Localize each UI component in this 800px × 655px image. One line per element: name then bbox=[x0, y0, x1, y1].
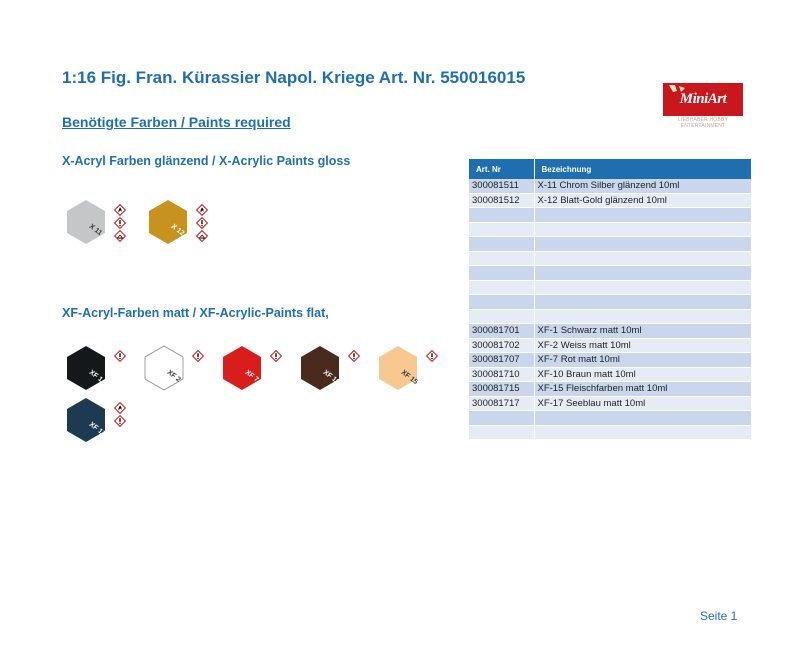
paint-swatch bbox=[218, 344, 284, 392]
paint-pot-icon bbox=[218, 344, 266, 392]
paint-code-label: XF 17 bbox=[87, 421, 107, 439]
bezeichnung-cell bbox=[534, 208, 751, 223]
flame-hazard-icon bbox=[114, 402, 126, 414]
paint-code-label: X 12 bbox=[169, 223, 186, 238]
exclamation-hazard-icon bbox=[348, 350, 360, 362]
bezeichnung-cell bbox=[534, 411, 751, 426]
art-nr-cell bbox=[469, 222, 534, 237]
paint-pot-icon bbox=[62, 344, 110, 392]
flame-hazard-icon bbox=[196, 204, 208, 216]
table-row bbox=[469, 237, 751, 252]
paint-pot-icon bbox=[62, 198, 110, 246]
exclamation-hazard-icon bbox=[270, 350, 282, 362]
exclamation-hazard-icon bbox=[426, 350, 438, 362]
table-row bbox=[469, 396, 751, 411]
page-number: Seite 1 bbox=[700, 609, 738, 623]
paint-swatch bbox=[374, 344, 440, 392]
exclamation-hazard-icon bbox=[192, 350, 204, 362]
bezeichnung-cell: XF-15 Fleischfarben matt 10ml bbox=[534, 382, 751, 397]
art-nr-cell: 300081715 bbox=[469, 382, 534, 397]
art-nr-cell: 300081511 bbox=[469, 179, 534, 193]
table-row bbox=[469, 324, 751, 339]
logo-badge bbox=[663, 83, 743, 116]
paint-swatch bbox=[62, 198, 128, 246]
art-nr-cell bbox=[469, 208, 534, 223]
exclamation-hazard-icon bbox=[114, 217, 126, 229]
paint-code-label: XF 7 bbox=[243, 369, 260, 384]
paint-swatch bbox=[140, 344, 206, 392]
table-row bbox=[469, 208, 751, 223]
bezeichnung-cell: XF-2 Weiss matt 10ml bbox=[534, 338, 751, 353]
art-nr-cell bbox=[469, 280, 534, 295]
exclamation-hazard-icon bbox=[196, 217, 208, 229]
flat-section-title: XF-Acryl-Farben matt / XF-Acrylic-Paints flat, bbox=[62, 306, 329, 320]
gloss-section-title: X-Acryl Farben glänzend / X-Acrylic Paints gloss bbox=[62, 154, 351, 168]
art-nr-cell bbox=[469, 237, 534, 252]
miniart-logo bbox=[660, 83, 744, 129]
paint-swatch bbox=[144, 198, 210, 246]
exclamation-hazard-icon bbox=[114, 350, 126, 362]
paint-code-label: XF 15 bbox=[399, 369, 419, 387]
table-row bbox=[469, 382, 751, 397]
paint-code-label: XF 1 bbox=[87, 369, 104, 384]
art-nr-cell bbox=[469, 295, 534, 310]
paint-code-label: X 11 bbox=[87, 223, 104, 238]
environment-hazard-icon bbox=[196, 230, 208, 242]
table-row bbox=[469, 193, 751, 208]
bezeichnung-header: Bezeichnung bbox=[534, 159, 751, 179]
bezeichnung-cell bbox=[534, 425, 751, 440]
bezeichnung-cell bbox=[534, 237, 751, 252]
exclamation-hazard-icon bbox=[114, 415, 126, 427]
bezeichnung-cell: XF-10 Braun matt 10ml bbox=[534, 367, 751, 382]
paint-code-label: XF 2 bbox=[165, 369, 182, 384]
art-nr-cell: 300081512 bbox=[469, 193, 534, 208]
bezeichnung-cell: X-12 Blatt-Gold glänzend 10ml bbox=[534, 193, 751, 208]
table-row bbox=[469, 309, 751, 324]
art-nr-cell: 300081702 bbox=[469, 338, 534, 353]
art-nr-cell bbox=[469, 309, 534, 324]
bezeichnung-cell bbox=[534, 266, 751, 281]
paint-pot-icon bbox=[140, 344, 188, 392]
bezeichnung-cell bbox=[534, 222, 751, 237]
art-nr-cell bbox=[469, 411, 534, 426]
paints-required-heading: Benötigte Farben / Paints required bbox=[62, 114, 291, 130]
table-row bbox=[469, 266, 751, 281]
art-nr-cell bbox=[469, 266, 534, 281]
bezeichnung-cell: XF-17 Seeblau matt 10ml bbox=[534, 396, 751, 411]
art-nr-cell bbox=[469, 251, 534, 266]
logo-text: MiniArt bbox=[679, 91, 727, 107]
bezeichnung-cell bbox=[534, 280, 751, 295]
bezeichnung-cell: X-11 Chrom Silber glänzend 10ml bbox=[534, 179, 751, 193]
table-row bbox=[469, 280, 751, 295]
paints-table bbox=[469, 159, 752, 440]
table-row bbox=[469, 353, 751, 368]
paint-pot-icon bbox=[144, 198, 192, 246]
table-row bbox=[469, 338, 751, 353]
art-nr-cell: 300081710 bbox=[469, 367, 534, 382]
logo-tagline: LIEBHABER HOBBY ENTERTAINMENT bbox=[678, 117, 728, 129]
table-row bbox=[469, 425, 751, 440]
table-row bbox=[469, 411, 751, 426]
table-row bbox=[469, 251, 751, 266]
bezeichnung-cell bbox=[534, 295, 751, 310]
table-row bbox=[469, 179, 751, 193]
bezeichnung-cell: XF-1 Schwarz matt 10ml bbox=[534, 324, 751, 339]
art-nr-cell: 300081707 bbox=[469, 353, 534, 368]
table-row bbox=[469, 295, 751, 310]
environment-hazard-icon bbox=[114, 230, 126, 242]
page-title: 1:16 Fig. Fran. Kürassier Napol. Kriege Art. Nr. 550016015 bbox=[62, 68, 526, 87]
paint-swatch bbox=[62, 344, 128, 392]
bezeichnung-cell bbox=[534, 309, 751, 324]
table-header-row bbox=[469, 159, 751, 179]
table-row bbox=[469, 222, 751, 237]
paint-code-label: XF 10 bbox=[321, 369, 341, 387]
art-nr-cell: 300081717 bbox=[469, 396, 534, 411]
art-nr-header: Art. Nr bbox=[469, 159, 534, 179]
paint-swatch bbox=[62, 396, 128, 444]
table-row bbox=[469, 367, 751, 382]
bezeichnung-cell: XF-7 Rot matt 10ml bbox=[534, 353, 751, 368]
art-nr-cell: 300081701 bbox=[469, 324, 534, 339]
paint-swatch bbox=[296, 344, 362, 392]
art-nr-cell bbox=[469, 425, 534, 440]
bezeichnung-cell bbox=[534, 251, 751, 266]
flame-hazard-icon bbox=[114, 204, 126, 216]
